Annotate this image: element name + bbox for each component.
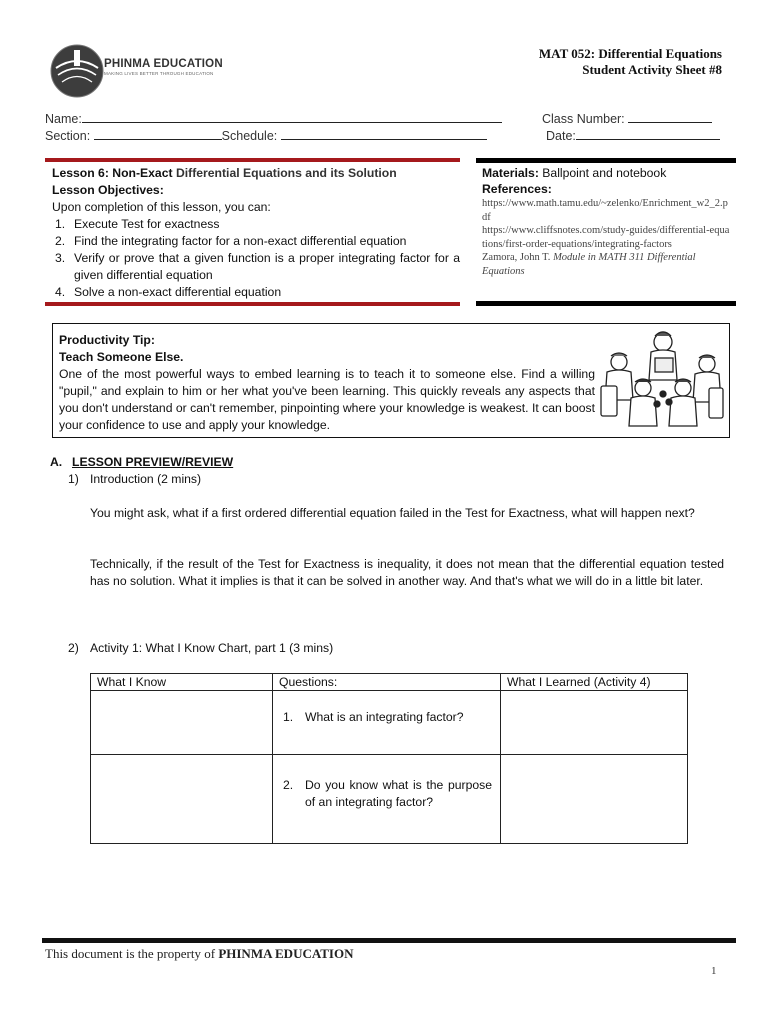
tip-heading: Productivity Tip: xyxy=(59,333,155,347)
schedule-label: Schedule: xyxy=(221,129,278,143)
table-row xyxy=(91,691,688,755)
logo-wordmark xyxy=(104,58,223,76)
intro-paragraph-2: Technically, if the result of the Test for Exactness is inequality, it does not mean that the differential equation tested has no solution. What it implies is that it can be solved in another way. And that's what we will do in a little bit later. xyxy=(90,557,724,588)
intro-paragraph-1: You might ask, what if a first ordered differential equation failed in the Test for Exactness, what will happen next? xyxy=(90,506,695,520)
lesson-bottom-rule xyxy=(45,302,460,306)
name-label: Name: xyxy=(45,112,82,126)
lesson-title: Differential Equations and its Solution xyxy=(175,166,397,180)
activity-item-heading: 2) Activity 1: What I Know Chart, part 1 (3 mins) xyxy=(68,641,334,655)
objectives-intro: Upon completion of this lesson, you can: xyxy=(52,200,271,214)
column-header: What I Learned (Activity 4) xyxy=(501,674,688,691)
references-heading: References: xyxy=(482,182,552,196)
name-blank[interactable] xyxy=(82,110,502,123)
productivity-tip-box xyxy=(52,323,730,438)
section-field[interactable] xyxy=(45,127,487,143)
sheet-title: Student Activity Sheet #8 xyxy=(582,62,722,77)
intro-item-heading: 1) Introduction (2 mins) xyxy=(68,472,202,486)
footer-rule xyxy=(42,938,736,943)
question-cell: 2. Do you know what is the purpose of an integrating factor? xyxy=(273,755,501,844)
class-number-field[interactable] xyxy=(542,110,712,126)
name-field[interactable] xyxy=(45,110,502,126)
materials-line xyxy=(482,165,736,181)
reference-book: Zamora, John T. Module in MATH 311 Differential Equations xyxy=(482,252,696,277)
page-number: 1 xyxy=(711,965,717,977)
lesson-top-rule xyxy=(45,158,460,162)
reference-link[interactable]: https://www.cliffsnotes.com/study-guides/differential-equations/first-order-equations/integrating-factors xyxy=(482,225,730,250)
section-label: Section: xyxy=(45,129,91,143)
logo-name: PHINMA EDUCATION xyxy=(104,58,223,70)
column-header: What I Know xyxy=(91,674,273,691)
materials-value: Ballpoint and notebook xyxy=(542,166,667,180)
objectives-list xyxy=(52,216,460,301)
table-row xyxy=(91,755,688,844)
schedule-blank[interactable] xyxy=(281,127,487,140)
tip-body: One of the most powerful ways to embed learning is to teach it to someone else. Find a willing "pupil," and explain to him or her what you've been learning. This quickly reveals any aspects that you don't understand or can't remember, pinpointing where your knowledge is weakest. It can boost your confidence to use and apply your knowledge. xyxy=(59,367,595,432)
objective-item: 3. Verify or prove that a given function is a proper integrating factor for a given differential equation xyxy=(55,251,460,282)
what-i-learned-cell[interactable] xyxy=(501,691,688,755)
class-number-label: Class Number: xyxy=(542,112,625,126)
footer-ownership: This document is the property of PHINMA EDUCATION xyxy=(45,946,354,961)
objective-item: 4. Solve a non-exact differential equation xyxy=(55,285,282,299)
objective-item: 1. Execute Test for exactness xyxy=(55,217,220,231)
logo-tagline: MAKING LIVES BETTER THROUGH EDUCATION xyxy=(104,71,214,76)
materials-box xyxy=(476,158,736,306)
objectives-heading: Lesson Objectives: xyxy=(52,183,164,197)
question-cell: 1. What is an integrating factor? xyxy=(273,691,501,755)
reference-link[interactable]: https://www.math.tamu.edu/~zelenko/Enrichment_w2_2.pdf xyxy=(482,198,728,223)
what-i-know-cell[interactable] xyxy=(91,755,273,844)
date-field[interactable] xyxy=(546,127,720,143)
what-i-know-cell[interactable] xyxy=(91,691,273,755)
materials-label: Materials: xyxy=(482,166,539,180)
table-header-row xyxy=(91,674,688,691)
lesson-heading: Lesson 6: Non-Exact Differential Equations and its Solution xyxy=(52,166,397,180)
date-blank[interactable] xyxy=(576,127,720,140)
materials-bottom-rule xyxy=(476,301,736,306)
what-i-know-chart xyxy=(90,673,688,844)
section-blank[interactable] xyxy=(94,127,222,140)
column-header: Questions: xyxy=(273,674,501,691)
course-title: MAT 052: Differential Equations xyxy=(538,46,722,61)
objective-item: 2. Find the integrating factor for a non-exact differential equation xyxy=(55,234,407,248)
materials-top-rule xyxy=(476,158,736,163)
tip-subheading: Teach Someone Else. xyxy=(59,350,184,364)
class-number-blank[interactable] xyxy=(628,110,712,123)
lesson-objectives-box xyxy=(45,158,460,306)
teaching-group-illustration xyxy=(599,328,727,432)
document-title-block xyxy=(539,46,722,78)
date-label: Date: xyxy=(546,129,576,143)
section-a-title: LESSON PREVIEW/REVIEW xyxy=(72,455,234,469)
footer-owner: PHINMA EDUCATION xyxy=(218,946,354,961)
what-i-learned-cell[interactable] xyxy=(501,755,688,844)
section-a-heading: A. LESSON PREVIEW/REVIEW xyxy=(50,455,234,469)
